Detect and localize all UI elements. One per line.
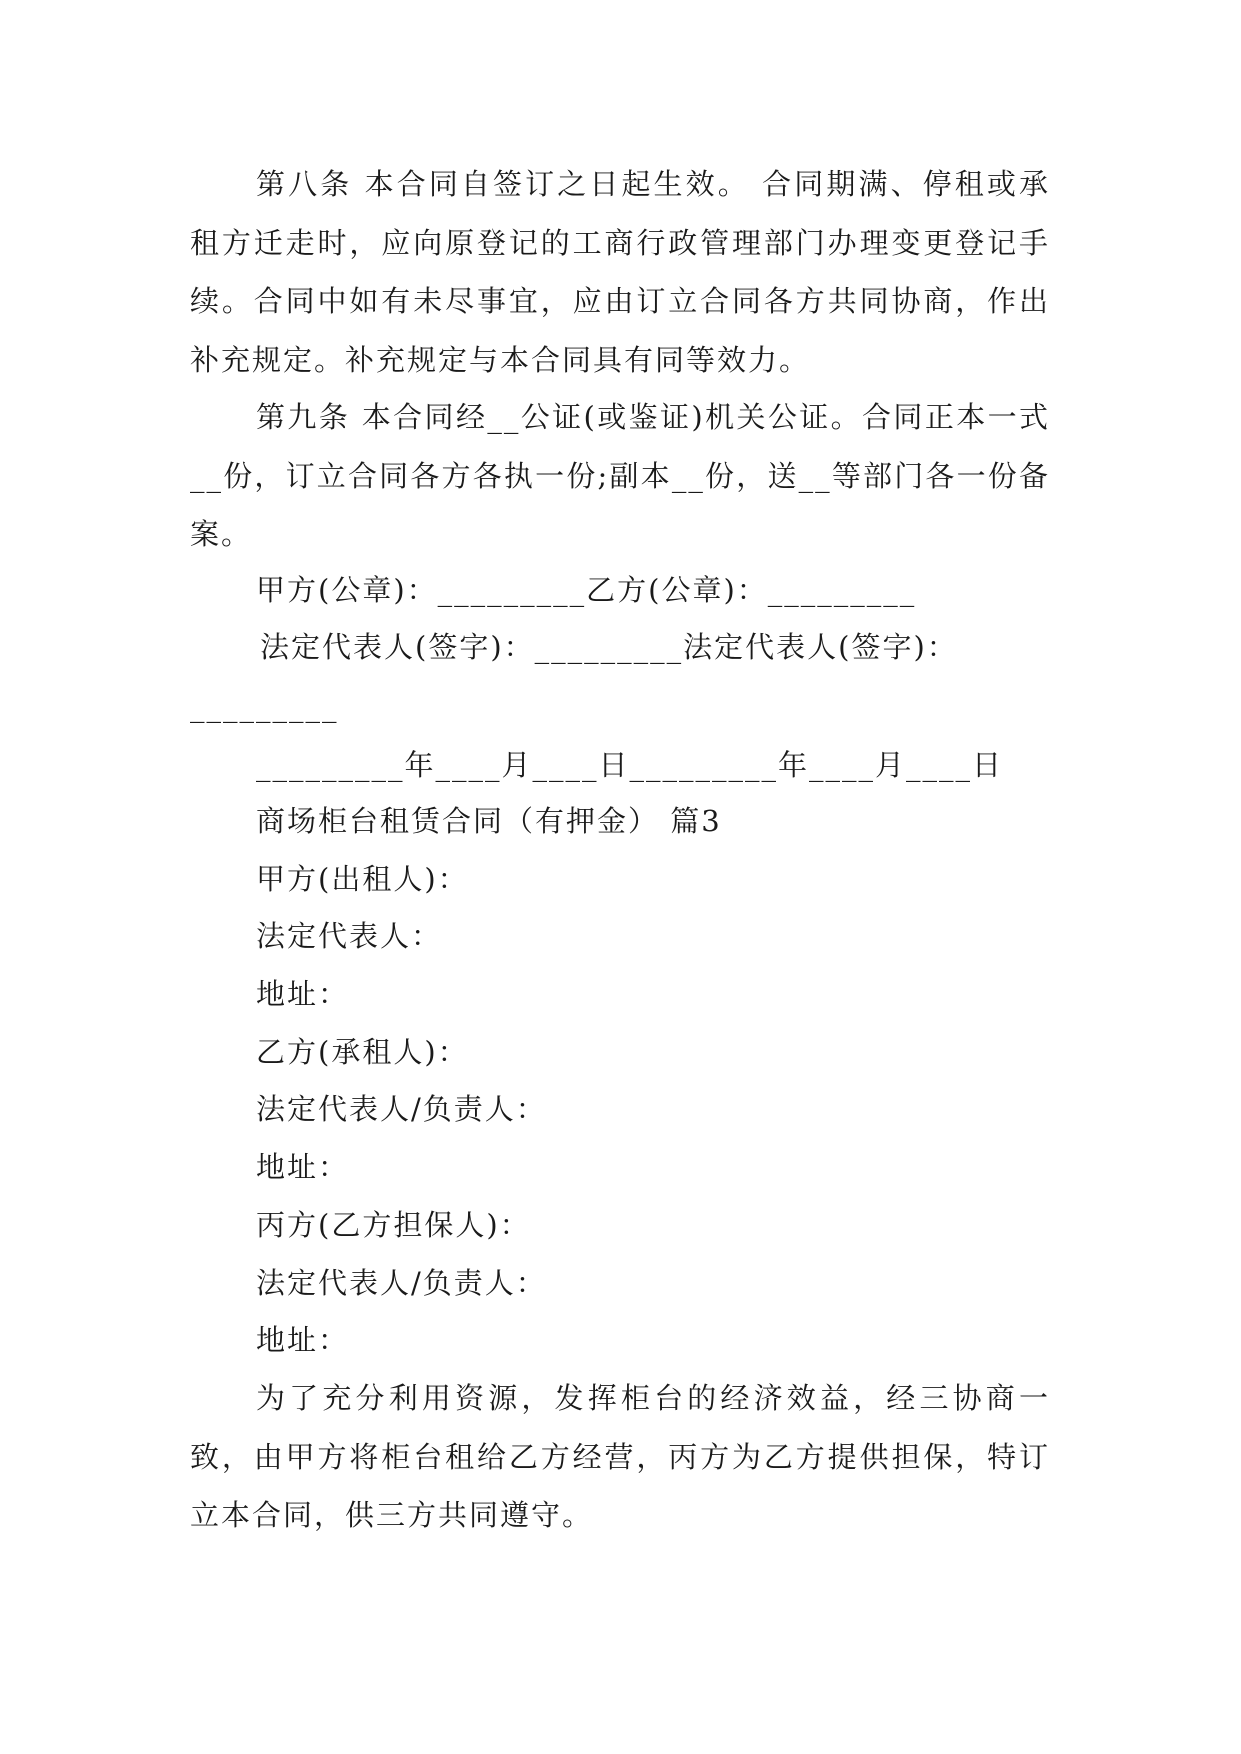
party-c-representative-label: 法定代表人/负责人： bbox=[256, 1266, 547, 1300]
section-title: 商场柜台租赁合同（有押金） 篇3 bbox=[256, 804, 722, 838]
representative-signature-blank: _________ bbox=[190, 689, 339, 723]
seal-signature-line: 甲方(公章)：_________乙方(公章)：_________ bbox=[256, 573, 917, 607]
date-line: _________年____月____日_________年____月____日 bbox=[256, 748, 1004, 782]
party-b-label: 乙方(承租人)： bbox=[256, 1035, 469, 1069]
article-8-paragraph: 第八条 本合同自签订之日起生效。 合同期满、停租或承租方迁走时，应向原登记的工商行政管理部门办理变更登记手续。合同中如有未尽事宜，应由订立合同各方共同协商，作出补充规定。补充规定与本合同具有同等效力。 bbox=[190, 167, 1050, 377]
party-a-label: 甲方(出租人)： bbox=[256, 862, 469, 896]
article-9-paragraph: 第九条 本合同经__公证(或鉴证)机关公证。合同正本一式__份，订立合同各方各执一份;副本__份，送__等部门各一份备案。 bbox=[190, 400, 1050, 551]
party-b-representative-label: 法定代表人/负责人： bbox=[256, 1092, 547, 1126]
party-c-label: 丙方(乙方担保人)： bbox=[256, 1208, 531, 1242]
preamble-paragraph: 为了充分利用资源，发挥柜台的经济效益，经三协商一致，由甲方将柜台租给乙方经营，丙方为乙方提供担保，特订立本合同，供三方共同遵守。 bbox=[190, 1381, 1050, 1532]
party-a-address-label: 地址： bbox=[256, 977, 350, 1011]
party-a-representative-label: 法定代表人： bbox=[256, 919, 443, 953]
representative-signature-line: 法定代表人(签字)：_________法定代表人(签字)： bbox=[260, 630, 958, 664]
party-c-address-label: 地址： bbox=[256, 1323, 350, 1357]
party-b-address-label: 地址： bbox=[256, 1150, 350, 1184]
